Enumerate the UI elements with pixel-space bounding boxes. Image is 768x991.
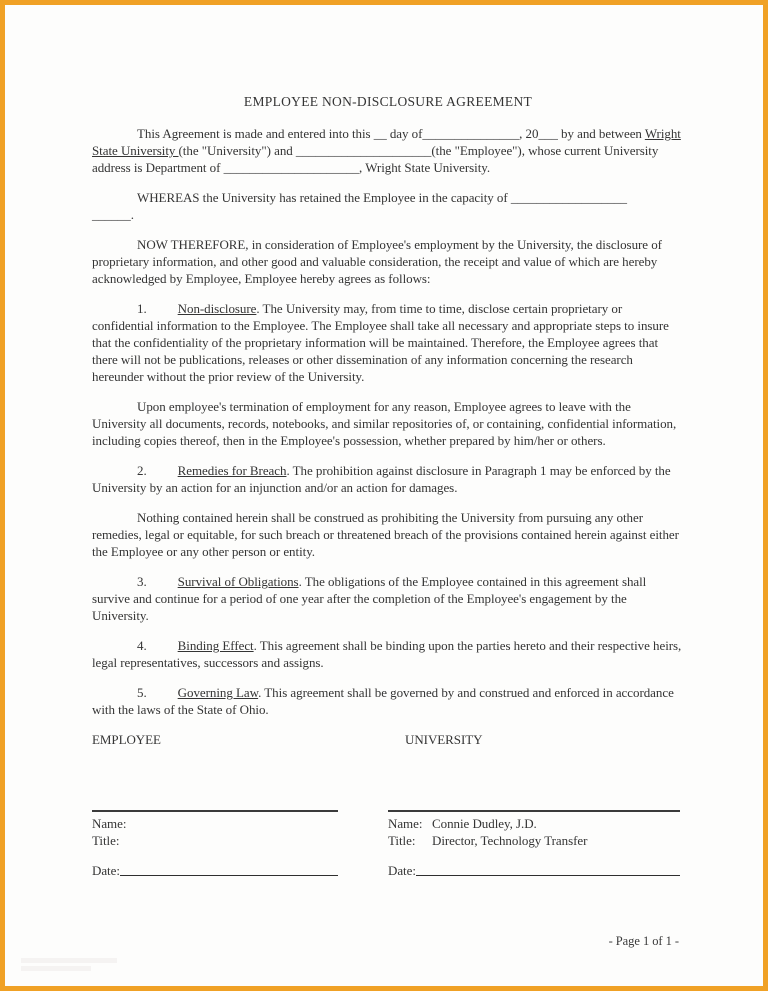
employee-header: EMPLOYEE xyxy=(92,732,161,747)
underlined-text-segment: Binding Effect xyxy=(177,638,254,653)
university-signature-line xyxy=(388,810,680,812)
paragraph xyxy=(92,236,684,287)
paragraph xyxy=(92,189,684,223)
paragraph xyxy=(92,637,684,671)
signature-section xyxy=(92,810,684,879)
page-number: - Page 1 of 1 - xyxy=(608,934,679,948)
underlined-text-segment: Governing Law xyxy=(177,685,259,700)
text-segment: NOW THEREFORE, in consideration of Employee's employment by the University, the disclosure of proprietary information, and other good and valuable consideration, the receipt and value of which are hereby acknowledged by Employee, Employee hereby agrees as follows: xyxy=(92,237,662,286)
paragraph xyxy=(92,398,684,449)
text-segment: WHEREAS the University has retained the Employee in the capacity of __________________ xyxy=(137,190,627,205)
date-label: Date: xyxy=(92,863,120,878)
text-segment: 3. xyxy=(137,574,147,589)
university-signature-block xyxy=(388,810,680,879)
university-header: UNIVERSITY xyxy=(405,732,483,747)
paragraph xyxy=(92,462,684,496)
employee-signature-block xyxy=(92,810,338,879)
university-title-row xyxy=(388,832,680,849)
name-label: Name: xyxy=(388,816,423,831)
watermark-text-line xyxy=(21,966,91,971)
employee-date-row xyxy=(92,862,338,879)
document-page xyxy=(5,5,763,986)
text-segment: 2. xyxy=(137,463,147,478)
text-segment: . This agreement shall be governed by and construed and enforced in accordance with the laws of the State of Ohio. xyxy=(92,685,674,717)
text-segment: 5. xyxy=(137,685,147,700)
date-label: Date: xyxy=(388,863,416,878)
underlined-text-segment: Remedies for Breach xyxy=(177,463,287,478)
document-title: EMPLOYEE NON-DISCLOSURE AGREEMENT xyxy=(243,94,533,109)
underlined-text-segment: Non-disclosure xyxy=(177,301,257,316)
title-label: Title: xyxy=(92,833,120,848)
text-segment: . The prohibition against disclosure in Paragraph 1 may be enforced by the University by an action for an injunction and/or an action for damages. xyxy=(92,463,671,495)
paragraph xyxy=(92,300,684,385)
underlined-text-segment: Wright State University xyxy=(92,126,681,158)
text-segment: This Agreement is made and entered into this __ day of_______________, 20___ by and between xyxy=(137,126,645,141)
paragraph xyxy=(92,573,684,624)
text-segment: Upon employee's termination of employment for any reason, Employee agrees to leave with the University all documents, records, notebooks, and similar repositories of, or containing, confidential information, including copies thereof, then in the Employee's possession, whether prepared by him/her or others. xyxy=(92,399,677,448)
text-segment: ______. xyxy=(92,207,134,222)
university-date-row xyxy=(388,862,680,879)
text-segment: . This agreement shall be binding upon the parties hereto and their respective heirs, legal representatives, successors and assigns. xyxy=(92,638,682,670)
name-value: Connie Dudley, J.D. xyxy=(432,816,537,831)
name-label: Name: xyxy=(92,816,127,831)
text-segment: 1. xyxy=(137,301,147,316)
text-segment: Nothing contained herein shall be construed as prohibiting the University from pursuing any other remedies, legal or equitable, for such breach or threatened breach of the provisions contained herein against either the Employee or any other person or entity. xyxy=(92,510,679,559)
watermark xyxy=(21,958,117,974)
title-value: Director, Technology Transfer xyxy=(432,833,588,848)
employee-title-row xyxy=(92,832,338,849)
employee-signature-line xyxy=(92,810,338,812)
paragraph xyxy=(92,125,684,176)
text-segment: . The obligations of the Employee contained in this agreement shall survive and continue for a period of one year after the completion of the Employee's engagement by the University. xyxy=(92,574,647,623)
document-body xyxy=(92,125,684,718)
employee-name-row xyxy=(92,815,338,832)
paragraph xyxy=(92,509,684,560)
text-segment: . The University may, from time to time, disclose certain proprietary or confidential information to the Employee. The Employee shall take all necessary and appropriate steps to insure that the confidentiality of the proprietary information will be maintained. Therefore, the Employee agrees that there will not be publications, releases or other dissemination of any information concerning the research hereunder without the prior review of the University. xyxy=(92,301,669,384)
university-name-row xyxy=(388,815,680,832)
signature-headers xyxy=(92,731,684,748)
text-segment: 4. xyxy=(137,638,147,653)
text-segment: (the "University") and _____________________(the "Employee"), whose current University address is Department of _____________________, Wright State University. xyxy=(92,143,659,175)
paragraph xyxy=(92,684,684,718)
title-label: Title: xyxy=(388,833,416,848)
date-blank-line xyxy=(120,862,338,876)
underlined-text-segment: Survival of Obligations xyxy=(177,574,299,589)
date-blank-line xyxy=(416,862,680,876)
watermark-text-line xyxy=(21,958,117,963)
